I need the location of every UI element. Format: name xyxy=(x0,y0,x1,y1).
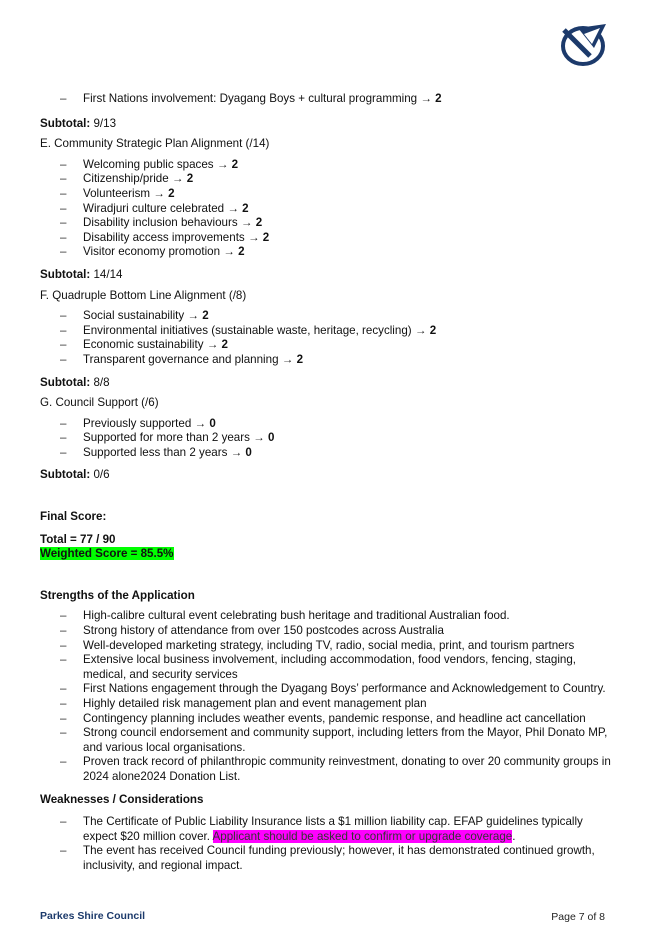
list-item: – Environmental initiatives (sustainable waste, heritage, recycling) → 2 xyxy=(40,324,620,339)
list-item: – First Nations engagement through the Dyagang Boys’ performance and Acknowledgement to Country. xyxy=(40,682,620,697)
list-item: – Contingency planning includes weather events, pandemic response, and headline act cancellation xyxy=(40,712,620,727)
list-item: – Welcoming public spaces → 2 xyxy=(40,158,620,173)
section-g-list xyxy=(40,417,620,461)
final-score-heading: Final Score: xyxy=(40,510,107,524)
list-item: – Previously supported → 0 xyxy=(40,417,620,432)
list-item: – Social sustainability → 2 xyxy=(40,309,620,324)
list-item xyxy=(40,92,620,107)
subtotal-g: Subtotal: 0/6 xyxy=(40,468,110,482)
document-body xyxy=(40,92,620,874)
item-text: First Nations involvement: Dyagang Boys + cultural programming → xyxy=(83,92,436,105)
list-item: – Citizenship/pride → 2 xyxy=(40,172,620,187)
list-item: – Extensive local business involvement, including accommodation, food vendors, fencing, staging, medical, and security services xyxy=(40,653,620,682)
list-item: – Strong history of attendance from over 150 postcodes across Australia xyxy=(40,624,620,639)
section-f-title: F. Quadruple Bottom Line Alignment (/8) xyxy=(40,288,247,302)
list-item: – The Certificate of Public Liability Insurance lists a $1 million liability cap. EFAP guidelines typically expect $20 million cover. Applicant should be asked to confirm or upgrade coverage. xyxy=(40,815,620,844)
subtotal-d: Subtotal: 9/13 xyxy=(40,116,117,130)
list-item: – Visitor economy promotion → 2 xyxy=(40,245,620,260)
list-item: – Supported less than 2 years → 0 xyxy=(40,446,620,461)
list-item: – Transparent governance and planning → 2 xyxy=(40,353,620,368)
item-score: 2 xyxy=(435,92,442,105)
section-g-title: G. Council Support (/6) xyxy=(40,396,159,410)
section-f-list xyxy=(40,309,620,367)
section-e-list xyxy=(40,158,620,260)
highlighted-note: Applicant should be asked to confirm or upgrade coverage xyxy=(212,829,513,843)
page-number: Page 7 of 8 xyxy=(551,911,605,923)
strengths-heading: Strengths of the Application xyxy=(40,588,195,602)
weighted-score: Weighted Score = 85.5% xyxy=(40,547,174,561)
council-logo-icon xyxy=(556,20,610,70)
weaknesses-heading: Weaknesses / Considerations xyxy=(40,792,204,806)
section-e-title: E. Community Strategic Plan Alignment (/14) xyxy=(40,137,270,151)
list-item: – Strong council endorsement and community support, including letters from the Mayor, Phil Donato MP, and various local organisations. xyxy=(40,726,620,755)
list-item: – Disability access improvements → 2 xyxy=(40,231,620,246)
list-item: – Disability inclusion behaviours → 2 xyxy=(40,216,620,231)
list-item: – Proven track record of philanthropic community reinvestment, donating to over 20 community groups in 2024 alone2024 Donation List. xyxy=(40,755,620,784)
list-item: – Well-developed marketing strategy, including TV, radio, social media, print, and tourism partners xyxy=(40,639,620,654)
list-item: – Highly detailed risk management plan and event management plan xyxy=(40,697,620,712)
footer-org: Parkes Shire Council xyxy=(40,910,146,922)
subtotal-e: Subtotal: 14/14 xyxy=(40,267,123,281)
subtotal-f: Subtotal: 8/8 xyxy=(40,375,110,389)
weaknesses-list xyxy=(40,815,620,873)
strengths-list xyxy=(40,609,620,784)
list-item: – Economic sustainability → 2 xyxy=(40,338,620,353)
list-item: – High-calibre cultural event celebrating bush heritage and traditional Australian food. xyxy=(40,609,620,624)
top-list xyxy=(40,92,620,107)
list-item: – The event has received Council funding previously; however, it has demonstrated continued growth, inclusivity, and regional impact. xyxy=(40,844,620,873)
total-score: Total = 77 / 90 xyxy=(40,532,116,546)
list-item: – Volunteerism → 2 xyxy=(40,187,620,202)
list-item: – Wiradjuri culture celebrated → 2 xyxy=(40,202,620,217)
list-item: – Supported for more than 2 years → 0 xyxy=(40,431,620,446)
